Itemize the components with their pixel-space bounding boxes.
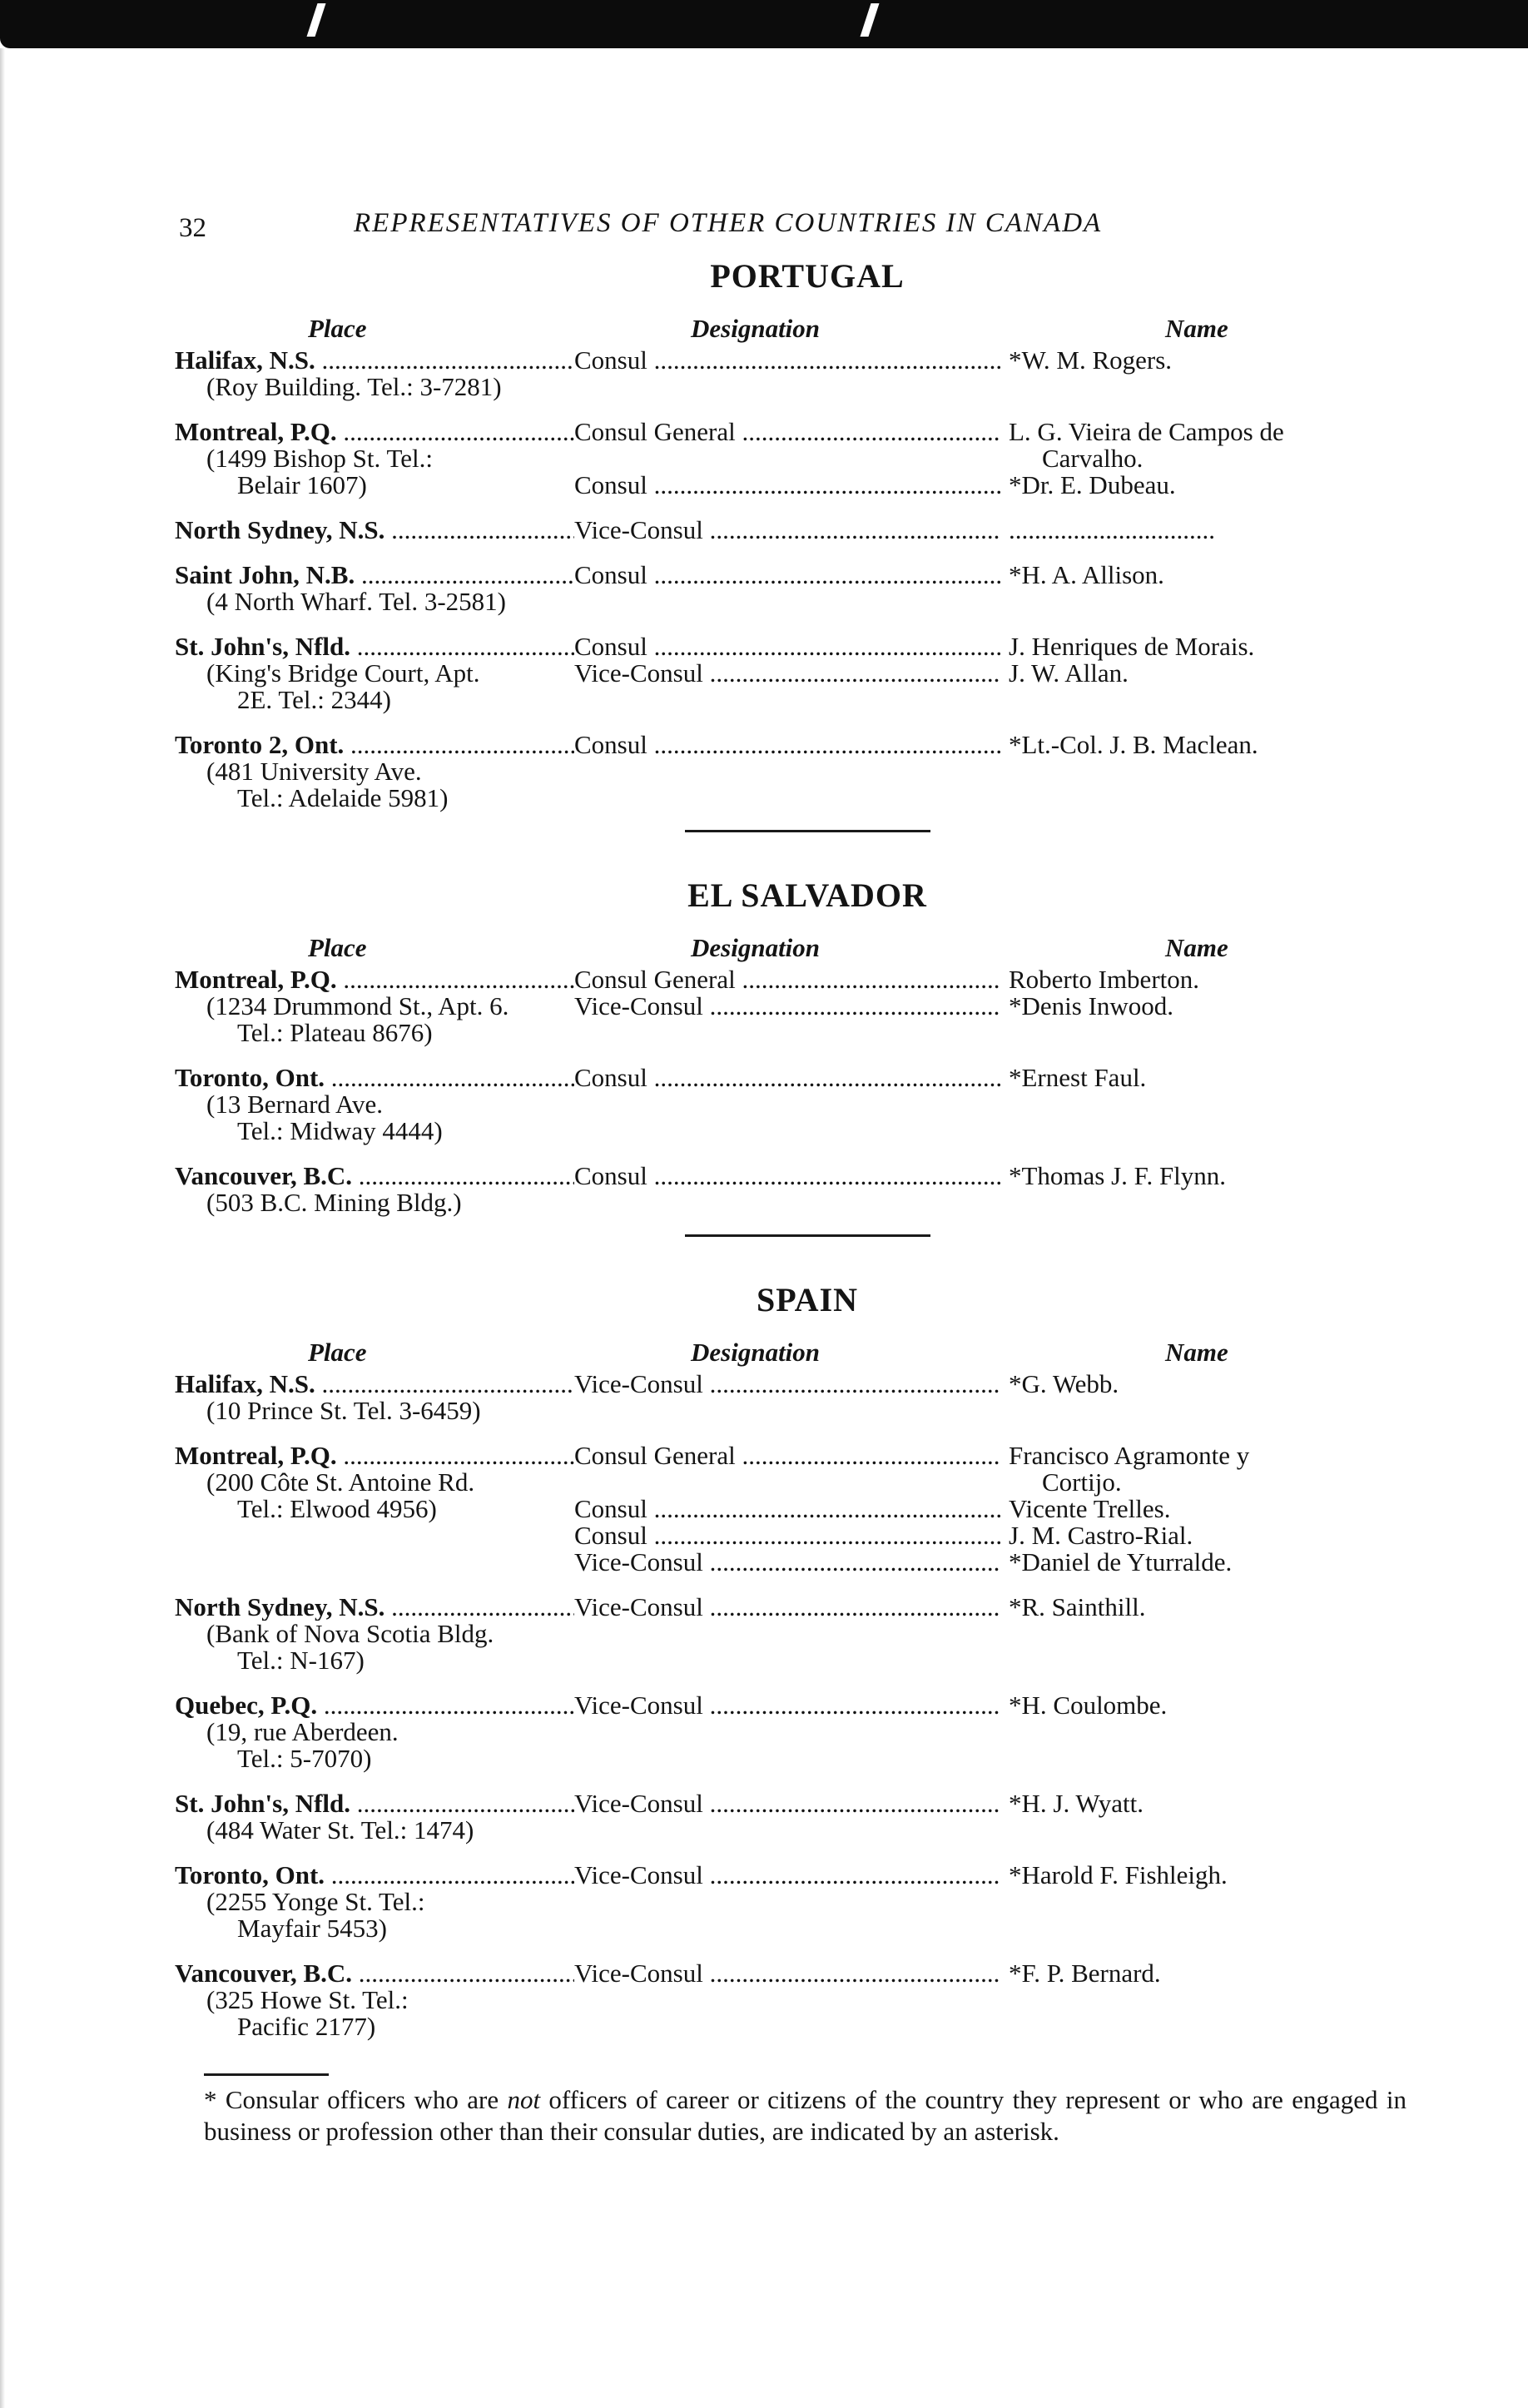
officer-name-text: ................................ — [1009, 515, 1215, 544]
column-headers — [175, 1338, 1440, 1371]
designation: Consul ..... — [574, 347, 1000, 374]
place-address: (Roy Building. Tel.: 3-7281) — [206, 372, 502, 401]
office-line — [574, 993, 1440, 1020]
consular-entry — [175, 1442, 1440, 1576]
consular-entry — [175, 419, 1440, 499]
designation: Vice-Consul ..... — [574, 517, 1000, 544]
officer-name-text: *W. M. Rogers. — [1009, 345, 1173, 375]
place-address: (481 University Ave. — [206, 757, 422, 786]
consular-entry — [175, 562, 1440, 615]
office-line — [574, 966, 1440, 993]
officer-name — [1000, 1862, 1440, 1889]
designation: Consul ..... — [574, 633, 1000, 660]
officer-name — [1000, 1065, 1440, 1091]
designation: Consul ..... — [574, 1065, 1000, 1091]
column-header-name: Name — [1165, 1338, 1228, 1367]
place-cell — [175, 1442, 574, 1522]
place-address: Tel.: Elwood 4956) — [237, 1494, 437, 1523]
place-cell — [175, 1790, 574, 1844]
place-name: Toronto 2, Ont. ..... — [175, 732, 574, 758]
officer-name — [1000, 517, 1440, 544]
office-line — [574, 419, 1440, 472]
officer-name-text: *Denis Inwood. — [1009, 991, 1174, 1020]
consular-entry — [175, 1065, 1440, 1144]
office-line — [574, 1496, 1440, 1522]
column-headers — [175, 933, 1440, 966]
office-line — [574, 1594, 1440, 1621]
column-header-designation: Designation — [691, 314, 821, 343]
place-name: Toronto, Ont. ..... — [175, 1862, 574, 1889]
place-address: (2255 Yonge St. Tel.: — [206, 1887, 425, 1916]
consular-entry — [175, 347, 1440, 400]
offices-cell — [574, 1163, 1440, 1189]
officer-name-text: *G. Webb. — [1009, 1369, 1119, 1398]
officer-name-text: *Daniel de Yturralde. — [1009, 1547, 1233, 1576]
place-address: (19, rue Aberdeen. — [206, 1717, 399, 1746]
office-line — [574, 1371, 1440, 1398]
place-address: Tel.: Adelaide 5981) — [237, 783, 449, 812]
place-name: Montreal, P.Q. ..... — [175, 1442, 574, 1469]
section-divider — [685, 1234, 930, 1237]
place-name: Saint John, N.B. ..... — [175, 562, 574, 588]
officer-name — [1000, 1790, 1440, 1817]
place-name: Halifax, N.S. ..... — [175, 347, 574, 374]
officer-name — [1000, 1371, 1440, 1398]
consular-entry — [175, 966, 1440, 1046]
place-name: Vancouver, B.C. ..... — [175, 1960, 574, 1987]
place-cell — [175, 1862, 574, 1942]
place-name: Halifax, N.S. ..... — [175, 1371, 574, 1398]
designation: Vice-Consul ..... — [574, 1862, 1000, 1889]
officer-name — [1000, 562, 1440, 588]
place-name: Toronto, Ont. ..... — [175, 1065, 574, 1091]
page-header — [175, 191, 1440, 250]
footnote-emphasis: not — [507, 2085, 541, 2114]
country-heading: SPAIN — [756, 1281, 859, 1318]
office-line — [574, 732, 1440, 758]
offices-cell — [574, 562, 1440, 588]
officer-name — [1000, 660, 1440, 687]
office-line — [574, 1790, 1440, 1817]
officer-name-text: *Ernest Faul. — [1009, 1063, 1147, 1092]
officer-name-text: *Harold F. Fishleigh. — [1009, 1860, 1228, 1889]
officer-name — [1000, 1692, 1440, 1719]
office-line — [574, 1960, 1440, 1987]
place-address: (325 Howe St. Tel.: — [206, 1985, 409, 2014]
place-name: St. John's, Nfld. ..... — [175, 1790, 574, 1817]
office-line — [574, 517, 1440, 544]
place-address: 2E. Tel.: 2344) — [237, 685, 391, 714]
place-cell — [175, 1960, 574, 2040]
offices-cell — [574, 966, 1440, 1020]
office-line — [574, 633, 1440, 660]
officer-name — [1000, 1594, 1440, 1621]
place-cell — [175, 1594, 574, 1674]
place-cell — [175, 1163, 574, 1216]
place-cell — [175, 732, 574, 812]
designation: Consul General ..... — [574, 1442, 1000, 1496]
country-heading: EL SALVADOR — [687, 876, 927, 914]
designation: Vice-Consul ..... — [574, 1549, 1000, 1576]
place-address: (1234 Drummond St., Apt. 6. — [206, 991, 509, 1020]
consular-entry — [175, 517, 1440, 544]
column-header-place: Place — [308, 1338, 367, 1367]
scan-top-edge — [0, 0, 1528, 48]
officer-name — [1000, 472, 1440, 499]
place-cell — [175, 517, 574, 544]
officer-name-text: Francisco Agramonte y — [1009, 1441, 1250, 1470]
consular-entry — [175, 1594, 1440, 1674]
designation: Vice-Consul ..... — [574, 993, 1000, 1020]
footnote-rule — [204, 2073, 329, 2076]
designation: Consul ..... — [574, 732, 1000, 758]
designation: Vice-Consul ..... — [574, 1790, 1000, 1817]
designation: Vice-Consul ..... — [574, 1692, 1000, 1719]
consular-listing — [175, 256, 1440, 2040]
place-cell — [175, 1371, 574, 1424]
column-header-name: Name — [1165, 314, 1228, 343]
offices-cell — [574, 419, 1440, 499]
designation: Consul ..... — [574, 1496, 1000, 1522]
consular-entry — [175, 732, 1440, 812]
officer-name — [1000, 347, 1440, 374]
place-address: Tel.: N-167) — [237, 1646, 365, 1675]
column-header-name: Name — [1165, 933, 1228, 962]
place-name: Montreal, P.Q. ..... — [175, 419, 574, 445]
place-address: (10 Prince St. Tel. 3-6459) — [206, 1396, 481, 1425]
office-line — [574, 1549, 1440, 1576]
document-page — [175, 191, 1440, 2147]
offices-cell — [574, 1594, 1440, 1621]
officer-name-continued: Carvalho. — [1042, 444, 1144, 473]
officer-name — [1000, 1522, 1440, 1549]
offices-cell — [574, 1790, 1440, 1817]
officer-name-text: *R. Sainthill. — [1009, 1592, 1146, 1621]
office-line — [574, 1862, 1440, 1889]
consular-entry — [175, 1960, 1440, 2040]
officer-name — [1000, 1442, 1440, 1496]
place-address: (503 B.C. Mining Bldg.) — [206, 1188, 462, 1217]
place-cell — [175, 633, 574, 713]
place-cell — [175, 419, 574, 499]
offices-cell — [574, 517, 1440, 544]
officer-name — [1000, 966, 1440, 993]
designation: Vice-Consul ..... — [574, 1371, 1000, 1398]
running-title: REPRESENTATIVES OF OTHER COUNTRIES IN CANADA — [354, 208, 1103, 238]
office-line — [574, 1163, 1440, 1189]
officer-name — [1000, 993, 1440, 1020]
designation: Consul General ..... — [574, 966, 1000, 993]
footnote-text: * Consular officers who are — [204, 2085, 508, 2114]
officer-name-text: *F. P. Bernard. — [1009, 1959, 1161, 1988]
place-address: (200 Côte St. Antoine Rd. — [206, 1467, 475, 1497]
officer-name-text: Roberto Imberton. — [1009, 965, 1200, 994]
scan-left-edge — [0, 48, 5, 2408]
officer-name-text: *H. Coulombe. — [1009, 1691, 1168, 1720]
footnote — [175, 2084, 1440, 2147]
designation: Consul ..... — [574, 1163, 1000, 1189]
place-cell — [175, 966, 574, 1046]
designation: Consul ..... — [574, 1522, 1000, 1549]
office-line — [574, 562, 1440, 588]
column-header-place: Place — [308, 314, 367, 343]
place-address: Tel.: Plateau 8676) — [237, 1018, 433, 1047]
place-cell — [175, 347, 574, 400]
officer-name-text: *Dr. E. Dubeau. — [1009, 470, 1176, 499]
place-address: (King's Bridge Court, Apt. — [206, 658, 480, 688]
place-name: Quebec, P.Q. ..... — [175, 1692, 574, 1719]
column-header-designation: Designation — [691, 933, 821, 962]
officer-name — [1000, 1163, 1440, 1189]
place-name: North Sydney, N.S. ..... — [175, 517, 574, 544]
consular-entry — [175, 1371, 1440, 1424]
place-name: Montreal, P.Q. ..... — [175, 966, 574, 993]
place-cell — [175, 1692, 574, 1772]
column-header-designation: Designation — [691, 1338, 821, 1367]
offices-cell — [574, 732, 1440, 758]
officer-name-text: J. M. Castro-Rial. — [1009, 1521, 1193, 1550]
place-name: Vancouver, B.C. ..... — [175, 1163, 574, 1189]
officer-name-text: J. W. Allan. — [1009, 658, 1129, 688]
offices-cell — [574, 1371, 1440, 1398]
offices-cell — [574, 1442, 1440, 1576]
officer-name-text: *H. J. Wyatt. — [1009, 1789, 1144, 1818]
consular-entry — [175, 1692, 1440, 1772]
officer-name-text: J. Henriques de Morais. — [1009, 632, 1255, 661]
consular-entry — [175, 1862, 1440, 1942]
consular-entry — [175, 633, 1440, 713]
column-header-place: Place — [308, 933, 367, 962]
designation: Consul ..... — [574, 472, 1000, 499]
office-line — [574, 660, 1440, 687]
scan-mark — [307, 3, 326, 37]
officer-name-continued: Cortijo. — [1042, 1467, 1122, 1497]
place-name: North Sydney, N.S. ..... — [175, 1594, 574, 1621]
country-heading: PORTUGAL — [710, 257, 905, 295]
offices-cell — [574, 1862, 1440, 1889]
officer-name — [1000, 633, 1440, 660]
place-address: (1499 Bishop St. Tel.: — [206, 444, 433, 473]
designation: Vice-Consul ..... — [574, 1594, 1000, 1621]
offices-cell — [574, 1692, 1440, 1719]
designation: Consul ..... — [574, 562, 1000, 588]
section-divider — [685, 830, 930, 832]
officer-name — [1000, 1496, 1440, 1522]
offices-cell — [574, 633, 1440, 687]
officer-name-text: *Lt.-Col. J. B. Maclean. — [1009, 730, 1258, 759]
officer-name-text: *H. A. Allison. — [1009, 560, 1164, 589]
officer-name-text: L. G. Vieira de Campos de — [1009, 417, 1284, 446]
designation: Vice-Consul ..... — [574, 1960, 1000, 1987]
place-cell — [175, 562, 574, 615]
place-address: Pacific 2177) — [237, 2012, 376, 2041]
designation: Vice-Consul ..... — [574, 660, 1000, 687]
officer-name — [1000, 1960, 1440, 1987]
offices-cell — [574, 347, 1440, 374]
place-address: (4 North Wharf. Tel. 3-2581) — [206, 587, 506, 616]
consular-entry — [175, 1163, 1440, 1216]
office-line — [574, 1692, 1440, 1719]
office-line — [574, 472, 1440, 499]
designation: Consul General ..... — [574, 419, 1000, 472]
place-name: St. John's, Nfld. ..... — [175, 633, 574, 660]
officer-name — [1000, 1549, 1440, 1576]
office-line — [574, 347, 1440, 374]
place-address: (Bank of Nova Scotia Bldg. — [206, 1619, 494, 1648]
office-line — [574, 1522, 1440, 1549]
scan-mark — [861, 3, 880, 37]
office-line — [574, 1065, 1440, 1091]
place-address: Tel.: Midway 4444) — [237, 1116, 443, 1145]
footnote-text-cont: officers of career or citizens of the country they represent or who are engaged in business or profession other than their consular duties, are indicated by an asterisk. — [204, 2085, 1407, 2146]
place-address: Tel.: 5-7070) — [237, 1744, 372, 1773]
offices-cell — [574, 1960, 1440, 1987]
column-headers — [175, 314, 1440, 347]
place-address: Belair 1607) — [237, 470, 367, 499]
office-line — [574, 1442, 1440, 1496]
place-cell — [175, 1065, 574, 1144]
place-address: (13 Bernard Ave. — [206, 1090, 384, 1119]
place-address: Mayfair 5453) — [237, 1914, 387, 1943]
officer-name-text: *Thomas J. F. Flynn. — [1009, 1161, 1227, 1190]
page-number: 32 — [179, 213, 206, 243]
offices-cell — [574, 1065, 1440, 1091]
officer-name — [1000, 732, 1440, 758]
consular-entry — [175, 1790, 1440, 1844]
officer-name-text: Vicente Trelles. — [1009, 1494, 1171, 1523]
officer-name — [1000, 419, 1440, 472]
place-address: (484 Water St. Tel.: 1474) — [206, 1815, 474, 1844]
